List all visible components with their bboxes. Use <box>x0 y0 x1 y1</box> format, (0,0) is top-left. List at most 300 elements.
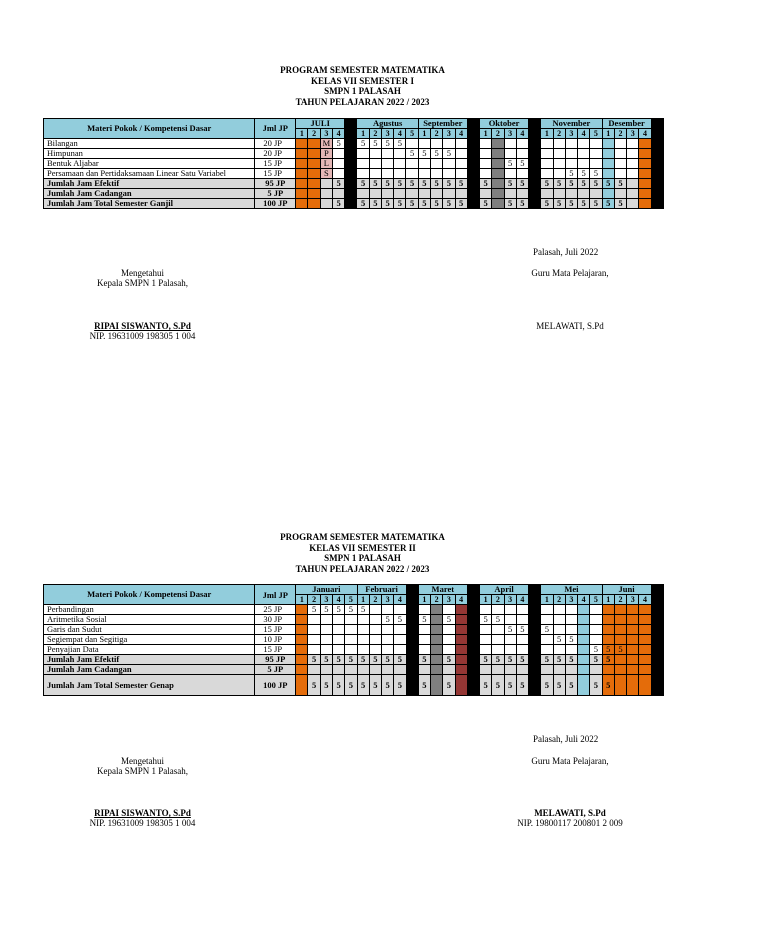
week-cell: 5 <box>590 179 602 189</box>
week-cell: 5 <box>602 655 614 665</box>
week-cell <box>332 665 344 675</box>
week-cell <box>578 655 590 665</box>
week-cell <box>455 169 467 179</box>
week-cell <box>492 159 504 169</box>
week-cell <box>357 635 369 645</box>
separator-column <box>345 169 357 179</box>
week-cell: 5 <box>565 199 577 209</box>
week-cell <box>590 139 602 149</box>
row-materi: Jumlah Jam Efektif <box>44 655 255 665</box>
week-cell <box>357 189 369 199</box>
week-cell <box>382 645 394 655</box>
week-cell <box>443 169 455 179</box>
week-cell <box>614 605 626 615</box>
week-cell: 5 <box>394 139 406 149</box>
week-cell <box>578 615 590 625</box>
week-cell <box>431 139 443 149</box>
week-cell <box>578 149 590 159</box>
separator-column <box>406 635 418 645</box>
week-cell: 5 <box>369 199 381 209</box>
week-cell <box>578 665 590 675</box>
week-cell: 5 <box>516 625 528 635</box>
week-cell <box>639 625 651 635</box>
week-cell: 5 <box>590 169 602 179</box>
separator-column <box>345 149 357 159</box>
separator-column <box>529 169 541 179</box>
week-cell <box>602 605 614 615</box>
row-jp: 95 JP <box>255 179 296 189</box>
week-cell: 5 <box>443 675 455 696</box>
week-cell <box>394 169 406 179</box>
week-cell: 5 <box>553 199 565 209</box>
separator-column <box>529 645 541 655</box>
separator-column <box>651 189 663 199</box>
week-cell <box>431 159 443 169</box>
week-cell: 5 <box>541 625 553 635</box>
separator-column <box>467 635 479 645</box>
week-cell <box>296 665 308 675</box>
week-cell: 5 <box>394 615 406 625</box>
week-cell: 5 <box>394 655 406 665</box>
separator-column <box>651 139 663 149</box>
week-cell <box>369 625 381 635</box>
week-cell <box>308 189 320 199</box>
table-row <box>44 179 664 189</box>
separator-column <box>529 139 541 149</box>
table-row <box>44 149 664 159</box>
week-cell <box>345 645 357 655</box>
week-cell <box>296 605 308 615</box>
week-cell <box>541 159 553 169</box>
week-cell <box>627 179 639 189</box>
week-cell <box>443 625 455 635</box>
week-cell <box>455 149 467 159</box>
week-cell: M <box>320 139 332 149</box>
week-cell <box>627 645 639 655</box>
week-cell <box>614 665 626 675</box>
week-cell: 5 <box>381 179 393 189</box>
week-cell <box>590 189 602 199</box>
header-materi: Materi Pokok / Kompetensi Dasar <box>44 119 255 139</box>
week-cell <box>516 665 528 675</box>
row-jp: 95 JP <box>255 655 296 665</box>
header-week: 4 <box>516 595 528 605</box>
header-week: 1 <box>418 595 430 605</box>
week-cell <box>504 169 516 179</box>
week-cell <box>382 625 394 635</box>
week-cell <box>418 139 430 149</box>
week-cell <box>578 675 590 696</box>
header-week: 1 <box>480 129 492 139</box>
week-cell <box>516 149 528 159</box>
week-cell <box>590 625 602 635</box>
week-cell <box>382 665 394 675</box>
week-cell <box>369 169 381 179</box>
week-cell <box>381 159 393 169</box>
week-cell <box>541 139 553 149</box>
week-cell: 5 <box>553 655 565 665</box>
header-week: 4 <box>394 129 406 139</box>
week-cell <box>639 199 651 209</box>
week-cell: 5 <box>590 655 602 665</box>
header-week: 2 <box>614 129 626 139</box>
separator-column <box>467 139 479 149</box>
week-cell: 5 <box>332 675 344 696</box>
week-cell <box>602 615 614 625</box>
week-cell: 5 <box>369 655 381 665</box>
week-cell <box>492 199 504 209</box>
week-cell <box>553 665 565 675</box>
week-cell <box>345 665 357 675</box>
week-cell <box>308 615 320 625</box>
separator-column <box>529 119 541 139</box>
header-week: 2 <box>614 595 626 605</box>
week-cell <box>320 199 332 209</box>
week-cell <box>639 605 651 615</box>
week-cell: 5 <box>504 159 516 169</box>
separator-column <box>345 119 357 139</box>
week-cell: 5 <box>541 199 553 209</box>
sem1-right-signer: MELAWATI, S.Pd <box>536 321 604 331</box>
sem1-left-roles <box>80 268 205 288</box>
week-cell <box>418 169 430 179</box>
separator-column <box>529 585 541 605</box>
week-cell <box>308 199 320 209</box>
week-cell <box>431 645 443 655</box>
week-cell <box>565 605 577 615</box>
separator-column <box>529 159 541 169</box>
week-cell: 5 <box>455 199 467 209</box>
row-jp: 5 JP <box>255 189 296 199</box>
week-cell: 5 <box>480 199 492 209</box>
week-cell <box>369 159 381 169</box>
separator-column <box>467 585 479 605</box>
row-materi: Himpunan <box>44 149 255 159</box>
week-cell <box>565 645 577 655</box>
week-cell: 5 <box>516 655 528 665</box>
row-jp: 15 JP <box>255 159 296 169</box>
week-cell: 5 <box>443 655 455 665</box>
table-row <box>44 605 664 615</box>
header-jml-jp: Jml JP <box>255 585 296 605</box>
week-cell <box>565 139 577 149</box>
week-cell: 5 <box>431 199 443 209</box>
week-cell: 5 <box>369 179 381 189</box>
header-week: 2 <box>431 595 443 605</box>
week-cell <box>406 169 418 179</box>
week-cell <box>431 625 443 635</box>
week-cell <box>357 159 369 169</box>
week-cell <box>296 675 308 696</box>
week-cell <box>516 605 528 615</box>
week-cell: 5 <box>492 615 504 625</box>
week-cell <box>578 625 590 635</box>
sem2-right-role: Guru Mata Pelajaran, <box>531 756 609 766</box>
week-cell: 5 <box>394 199 406 209</box>
week-cell: 5 <box>504 655 516 665</box>
header-week: 1 <box>541 595 553 605</box>
header-week: 3 <box>504 129 516 139</box>
row-materi: Penyajian Data <box>44 645 255 655</box>
week-cell: 5 <box>516 179 528 189</box>
separator-column <box>406 675 418 696</box>
week-cell <box>639 655 651 665</box>
week-cell: 5 <box>431 149 443 159</box>
week-cell <box>639 615 651 625</box>
week-cell: 5 <box>443 615 455 625</box>
week-cell <box>614 635 626 645</box>
week-cell <box>614 625 626 635</box>
week-cell <box>492 665 504 675</box>
week-cell <box>332 149 344 159</box>
week-cell: 5 <box>382 675 394 696</box>
header-week: 3 <box>382 595 394 605</box>
separator-column <box>529 615 541 625</box>
week-cell: 5 <box>504 625 516 635</box>
week-cell <box>357 665 369 675</box>
week-cell: 5 <box>480 615 492 625</box>
week-cell <box>332 635 344 645</box>
week-cell: 5 <box>418 655 430 665</box>
week-cell <box>296 645 308 655</box>
row-materi: Aritmetika Sosial <box>44 615 255 625</box>
week-cell <box>431 605 443 615</box>
separator-column <box>651 675 663 696</box>
week-cell: 5 <box>406 179 418 189</box>
week-cell <box>614 139 626 149</box>
week-cell: 5 <box>492 675 504 696</box>
week-cell: 5 <box>369 675 381 696</box>
separator-column <box>529 625 541 635</box>
title-line: PROGRAM SEMESTER MATEMATIKA <box>280 532 445 542</box>
week-cell <box>565 625 577 635</box>
week-cell <box>345 615 357 625</box>
week-cell <box>602 149 614 159</box>
week-cell <box>308 159 320 169</box>
week-cell <box>639 159 651 169</box>
row-jp: 30 JP <box>255 615 296 625</box>
header-week: 2 <box>308 595 320 605</box>
header-week: 4 <box>639 129 651 139</box>
week-cell <box>418 189 430 199</box>
header-week: 1 <box>541 129 553 139</box>
row-jp: 15 JP <box>255 645 296 655</box>
week-cell <box>296 615 308 625</box>
row-jp: 15 JP <box>255 625 296 635</box>
week-cell <box>381 149 393 159</box>
header-week: 3 <box>504 595 516 605</box>
week-cell <box>541 635 553 645</box>
week-cell: 5 <box>590 645 602 655</box>
separator-column <box>345 199 357 209</box>
week-cell <box>296 139 308 149</box>
week-cell <box>590 665 602 675</box>
week-cell <box>553 615 565 625</box>
header-week: 3 <box>443 129 455 139</box>
week-cell: 5 <box>602 199 614 209</box>
header-week: 4 <box>332 595 344 605</box>
week-cell <box>357 169 369 179</box>
week-cell <box>565 615 577 625</box>
header-week: 3 <box>320 129 332 139</box>
week-cell: 5 <box>553 635 565 645</box>
week-cell <box>320 625 332 635</box>
week-cell <box>627 605 639 615</box>
week-cell: 5 <box>480 675 492 696</box>
header-month: Agustus <box>357 119 418 129</box>
header-week: 1 <box>296 129 308 139</box>
header-week: 2 <box>553 129 565 139</box>
week-cell <box>504 635 516 645</box>
table-row <box>44 625 664 635</box>
week-cell <box>443 139 455 149</box>
week-cell <box>565 159 577 169</box>
header-month: November <box>541 119 602 129</box>
week-cell <box>516 139 528 149</box>
header-month: Februari <box>357 585 406 595</box>
week-cell: 5 <box>345 605 357 615</box>
week-cell <box>516 189 528 199</box>
week-cell <box>541 605 553 615</box>
week-cell: 5 <box>332 199 344 209</box>
week-cell <box>369 635 381 645</box>
header-month: Oktober <box>480 119 529 129</box>
week-cell: 5 <box>418 199 430 209</box>
week-cell: 5 <box>382 655 394 665</box>
week-cell: 5 <box>332 605 344 615</box>
header-week: 4 <box>332 129 344 139</box>
week-cell: 5 <box>516 675 528 696</box>
week-cell <box>553 605 565 615</box>
separator-column <box>651 149 663 159</box>
week-cell <box>308 665 320 675</box>
week-cell: 5 <box>443 199 455 209</box>
week-cell <box>639 665 651 675</box>
week-cell <box>578 159 590 169</box>
header-week: 3 <box>443 595 455 605</box>
week-cell: 5 <box>504 179 516 189</box>
week-cell <box>541 645 553 655</box>
week-cell: S <box>320 169 332 179</box>
week-cell <box>639 635 651 645</box>
week-cell <box>431 675 443 696</box>
week-cell <box>504 665 516 675</box>
week-cell <box>394 605 406 615</box>
week-cell: L <box>320 159 332 169</box>
week-cell <box>320 615 332 625</box>
week-cell <box>369 189 381 199</box>
week-cell <box>602 625 614 635</box>
week-cell <box>332 625 344 635</box>
week-cell <box>578 189 590 199</box>
separator-column <box>529 635 541 645</box>
week-cell: 5 <box>357 139 369 149</box>
week-cell <box>296 655 308 665</box>
week-cell <box>455 635 467 645</box>
week-cell <box>578 139 590 149</box>
week-cell <box>590 149 602 159</box>
header-week: 5 <box>406 129 418 139</box>
week-cell: 5 <box>308 655 320 665</box>
row-materi: Jumlah Jam Efektif <box>44 179 255 189</box>
week-cell <box>590 615 602 625</box>
signer-nip: NIP. 19800117 200801 2 009 <box>517 818 623 828</box>
separator-column <box>406 655 418 665</box>
week-cell <box>357 645 369 655</box>
week-cell <box>308 169 320 179</box>
week-cell <box>590 159 602 169</box>
week-cell: 5 <box>541 675 553 696</box>
table-row <box>44 645 664 655</box>
sem2-place-date: Palasah, Juli 2022 <box>533 734 599 744</box>
week-cell <box>443 635 455 645</box>
week-cell <box>504 615 516 625</box>
week-cell <box>431 169 443 179</box>
header-week: 5 <box>590 129 602 139</box>
title-line: KELAS VII SEMESTER I <box>310 75 415 86</box>
week-cell <box>602 139 614 149</box>
week-cell <box>565 665 577 675</box>
header-materi: Materi Pokok / Kompetensi Dasar <box>44 585 255 605</box>
week-cell <box>614 675 626 696</box>
week-cell <box>504 605 516 615</box>
week-cell: 5 <box>578 179 590 189</box>
week-cell <box>627 189 639 199</box>
header-week: 2 <box>431 129 443 139</box>
week-cell <box>553 149 565 159</box>
row-jp: 100 JP <box>255 675 296 696</box>
week-cell: 5 <box>332 655 344 665</box>
week-cell <box>541 665 553 675</box>
separator-column <box>651 199 663 209</box>
row-materi: Persamaan dan Pertidaksamaan Linear Satu Variabel <box>44 169 255 179</box>
week-cell <box>516 615 528 625</box>
week-cell <box>394 645 406 655</box>
week-cell <box>455 675 467 696</box>
week-cell <box>332 169 344 179</box>
separator-column <box>467 655 479 665</box>
week-cell <box>480 139 492 149</box>
week-cell <box>320 179 332 189</box>
week-cell <box>394 159 406 169</box>
header-month: Desember <box>602 119 651 129</box>
header-week: 3 <box>627 129 639 139</box>
week-cell: 5 <box>308 675 320 696</box>
week-cell <box>639 169 651 179</box>
header-week: 3 <box>627 595 639 605</box>
separator-column <box>406 625 418 635</box>
week-cell <box>541 615 553 625</box>
row-jp: 5 JP <box>255 665 296 675</box>
week-cell: 5 <box>394 179 406 189</box>
week-cell <box>590 605 602 615</box>
header-week: 2 <box>553 595 565 605</box>
title-line: TAHUN PELAJARAN 2022 / 2023 <box>295 563 430 574</box>
week-cell: 5 <box>565 635 577 645</box>
semester1-title <box>0 65 725 107</box>
week-cell <box>357 615 369 625</box>
table-row <box>44 189 664 199</box>
separator-column <box>467 645 479 655</box>
header-month: September <box>418 119 467 129</box>
week-cell: 5 <box>455 179 467 189</box>
week-cell <box>443 645 455 655</box>
week-cell <box>406 189 418 199</box>
signer-name: RIPAI SISWANTO, S.Pd <box>94 321 191 331</box>
row-materi: Bilangan <box>44 139 255 149</box>
week-cell <box>455 189 467 199</box>
header-week: 1 <box>357 595 369 605</box>
